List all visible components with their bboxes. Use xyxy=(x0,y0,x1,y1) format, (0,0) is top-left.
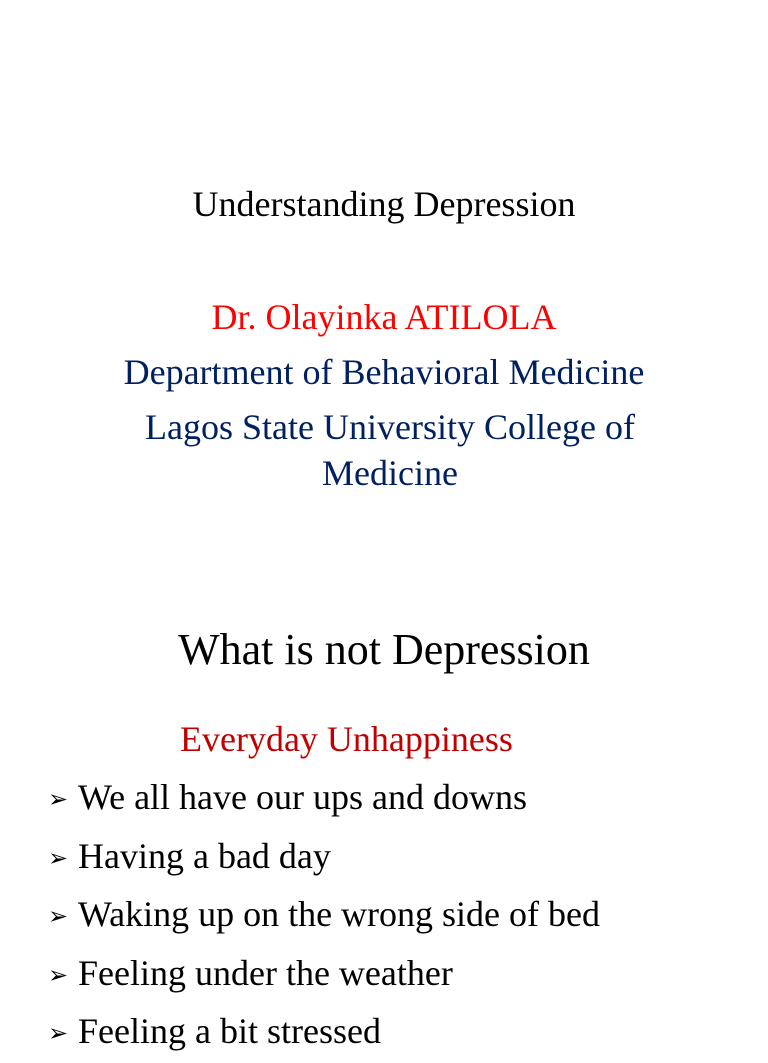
list-item-text: We all have our ups and downs xyxy=(78,777,527,817)
bullet-list xyxy=(48,770,600,1063)
list-item-text: Waking up on the wrong side of bed xyxy=(78,894,600,934)
list-item xyxy=(48,887,600,946)
presentation-title: Understanding Depression xyxy=(192,184,576,224)
arrow-bullet-icon: ➢ xyxy=(48,960,69,989)
arrow-bullet-icon: ➢ xyxy=(48,1019,69,1047)
list-item xyxy=(48,829,600,888)
department-name: Department of Behavioral Medicine xyxy=(123,352,645,392)
author-name: Dr. Olayinka ATILOLA xyxy=(211,297,557,337)
list-item xyxy=(48,1004,600,1063)
arrow-bullet-icon: ➢ xyxy=(48,902,69,930)
institution-name: Lagos State University College of Medicine xyxy=(145,407,635,493)
list-item xyxy=(48,770,600,829)
arrow-bullet-icon: ➢ xyxy=(48,843,69,872)
list-item-text: Feeling a bit stressed xyxy=(78,1011,381,1051)
arrow-bullet-icon: ➢ xyxy=(48,785,69,813)
slide-subheading: Everyday Unhappiness xyxy=(180,719,513,759)
list-item xyxy=(48,946,600,1005)
slide-title: What is not Depression xyxy=(178,625,590,674)
content-slide xyxy=(0,576,768,1051)
list-item-text: Feeling under the weather xyxy=(78,952,453,993)
list-item-text: Having a bad day xyxy=(78,835,331,876)
